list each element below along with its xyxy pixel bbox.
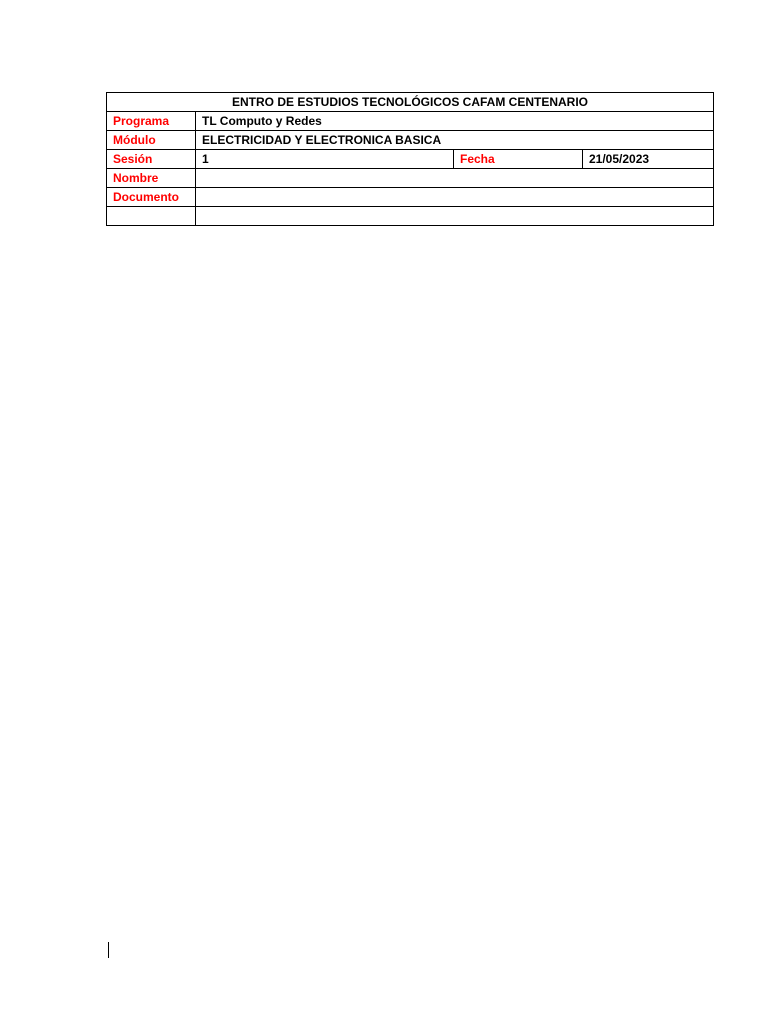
table-row bbox=[107, 169, 714, 188]
documento-label: Documento bbox=[107, 188, 196, 207]
documento-value[interactable] bbox=[196, 188, 714, 207]
empty-cell[interactable] bbox=[196, 207, 714, 226]
course-info-table bbox=[106, 92, 714, 226]
institution-title: ENTRO DE ESTUDIOS TECNOLÓGICOS CAFAM CENTENARIO bbox=[107, 93, 714, 112]
table-row bbox=[107, 207, 714, 226]
empty-cell[interactable] bbox=[107, 207, 196, 226]
sesion-label: Sesión bbox=[107, 150, 196, 169]
programa-value[interactable]: TL Computo y Redes bbox=[196, 112, 714, 131]
text-cursor bbox=[108, 942, 109, 958]
modulo-value[interactable]: ELECTRICIDAD Y ELECTRONICA BASICA bbox=[196, 131, 714, 150]
modulo-label: Módulo bbox=[107, 131, 196, 150]
table-row bbox=[107, 112, 714, 131]
fecha-value[interactable]: 21/05/2023 bbox=[583, 150, 714, 169]
nombre-label: Nombre bbox=[107, 169, 196, 188]
table-row bbox=[107, 150, 714, 169]
programa-label: Programa bbox=[107, 112, 196, 131]
table-row bbox=[107, 131, 714, 150]
table-row bbox=[107, 188, 714, 207]
fecha-label: Fecha bbox=[454, 150, 583, 169]
nombre-value[interactable] bbox=[196, 169, 714, 188]
table-row bbox=[107, 93, 714, 112]
sesion-value[interactable]: 1 bbox=[196, 150, 454, 169]
